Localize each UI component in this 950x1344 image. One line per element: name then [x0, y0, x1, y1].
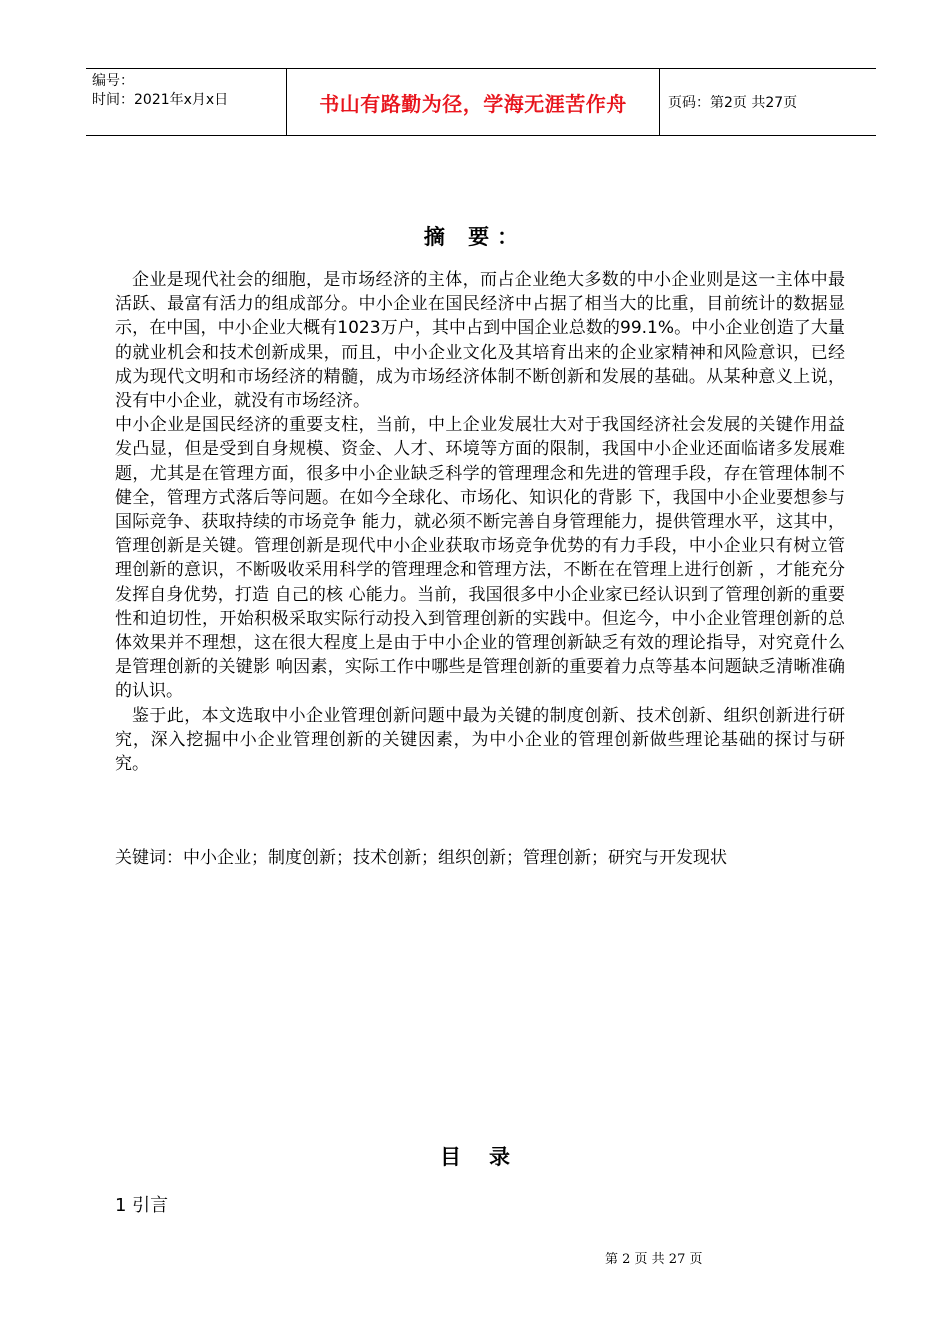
header-page-cell	[660, 69, 876, 135]
header-motto: 书山有路勤为径，学海无涯苦作舟	[319, 91, 627, 116]
header-motto-cell	[287, 69, 660, 135]
header-time-label: 时间：2021年x月x日	[92, 92, 229, 108]
header-page-label: 页码：第2页 共27页	[668, 95, 798, 111]
toc-title: 目录	[440, 1145, 538, 1169]
abstract-body	[115, 268, 845, 776]
abstract-paragraph: 企业是现代社会的细胞，是市场经济的主体，而占企业绝大多数的中小企业则是这一主体中最活跃、最富有活力的组成部分。中小企业在国民经济中占据了相当大的比重，目前统计的数据显示，在中国，中小企业大概有1023万户，其中占到中国企业总数的99.1%。中小企业创造了大量的就业机会和技术创新成果，而且，中小企业文化及其培育出来的企业家精神和风险意识，已经成为现代文明和市场经济的精髓，成为市场经济体制不断创新和发展的基础。从某种意义上说，没有中小企业，就没有市场经济。	[115, 270, 845, 412]
header-number-label: 编号：	[92, 73, 134, 89]
page-footer: 第 2 页 共 27 页	[605, 1252, 703, 1267]
abstract-paragraph: 中小企业是国民经济的重要支柱，当前，中上企业发展壮大对于我国经济社会发展的关键作用益发凸显，但是受到自身规模、资金、人才、环境等方面的限制，我国中小企业还面临诸多发展难题，尤其是在管理方面，很多中小企业缺乏科学的管理理念和先进的管理手段，存在管理体制不健全，管理方式落后等问题。在如今全球化、市场化、知识化的背影 下，我国中小企业要想参与国际竞争、获取持续的市场竞争 能力，就必须不断完善自身管理能力，提供管理水平，这其中，管理创新是关键。管理创新是现代中小企业获取市场竞争优势的有力手段，中小企业只有树立管理创新的意识，不断吸收采用科学的管理理念和管理方法，不断在在管理上进行创新 ，才能充分发挥自身优势，打造 自己的核 心能力。当前，我国很多中小企业家已经认识到了管理创新的重要性和迫切性，开始积极采取实际行动投入到管理创新的实践中。但迄今，中小企业管理创新的总体效果并不理想，这在很大程度上是由于中小企业的管理创新缺乏有效的理论指导，对究竟什么是管理创新的关键影 响因素，实际工作中哪些是管理创新的重要着力点等基本问题缺乏清晰准确的认识。	[115, 415, 845, 702]
keywords: 关键词：中小企业；制度创新；技术创新；组织创新；管理创新；研究与开发现状	[115, 848, 727, 868]
page-header	[86, 68, 876, 136]
abstract-title: 摘 要：	[423, 225, 527, 249]
toc-item: 1 引言	[115, 1195, 169, 1216]
header-meta	[86, 69, 287, 135]
abstract-paragraph: 鉴于此，本文选取中小企业管理创新问题中最为关键的制度创新、技术创新、组织创新进行研究，深入挖掘中小企业管理创新的关键因素，为中小企业的管理创新做些理论基础的探讨与研究。	[115, 705, 845, 775]
